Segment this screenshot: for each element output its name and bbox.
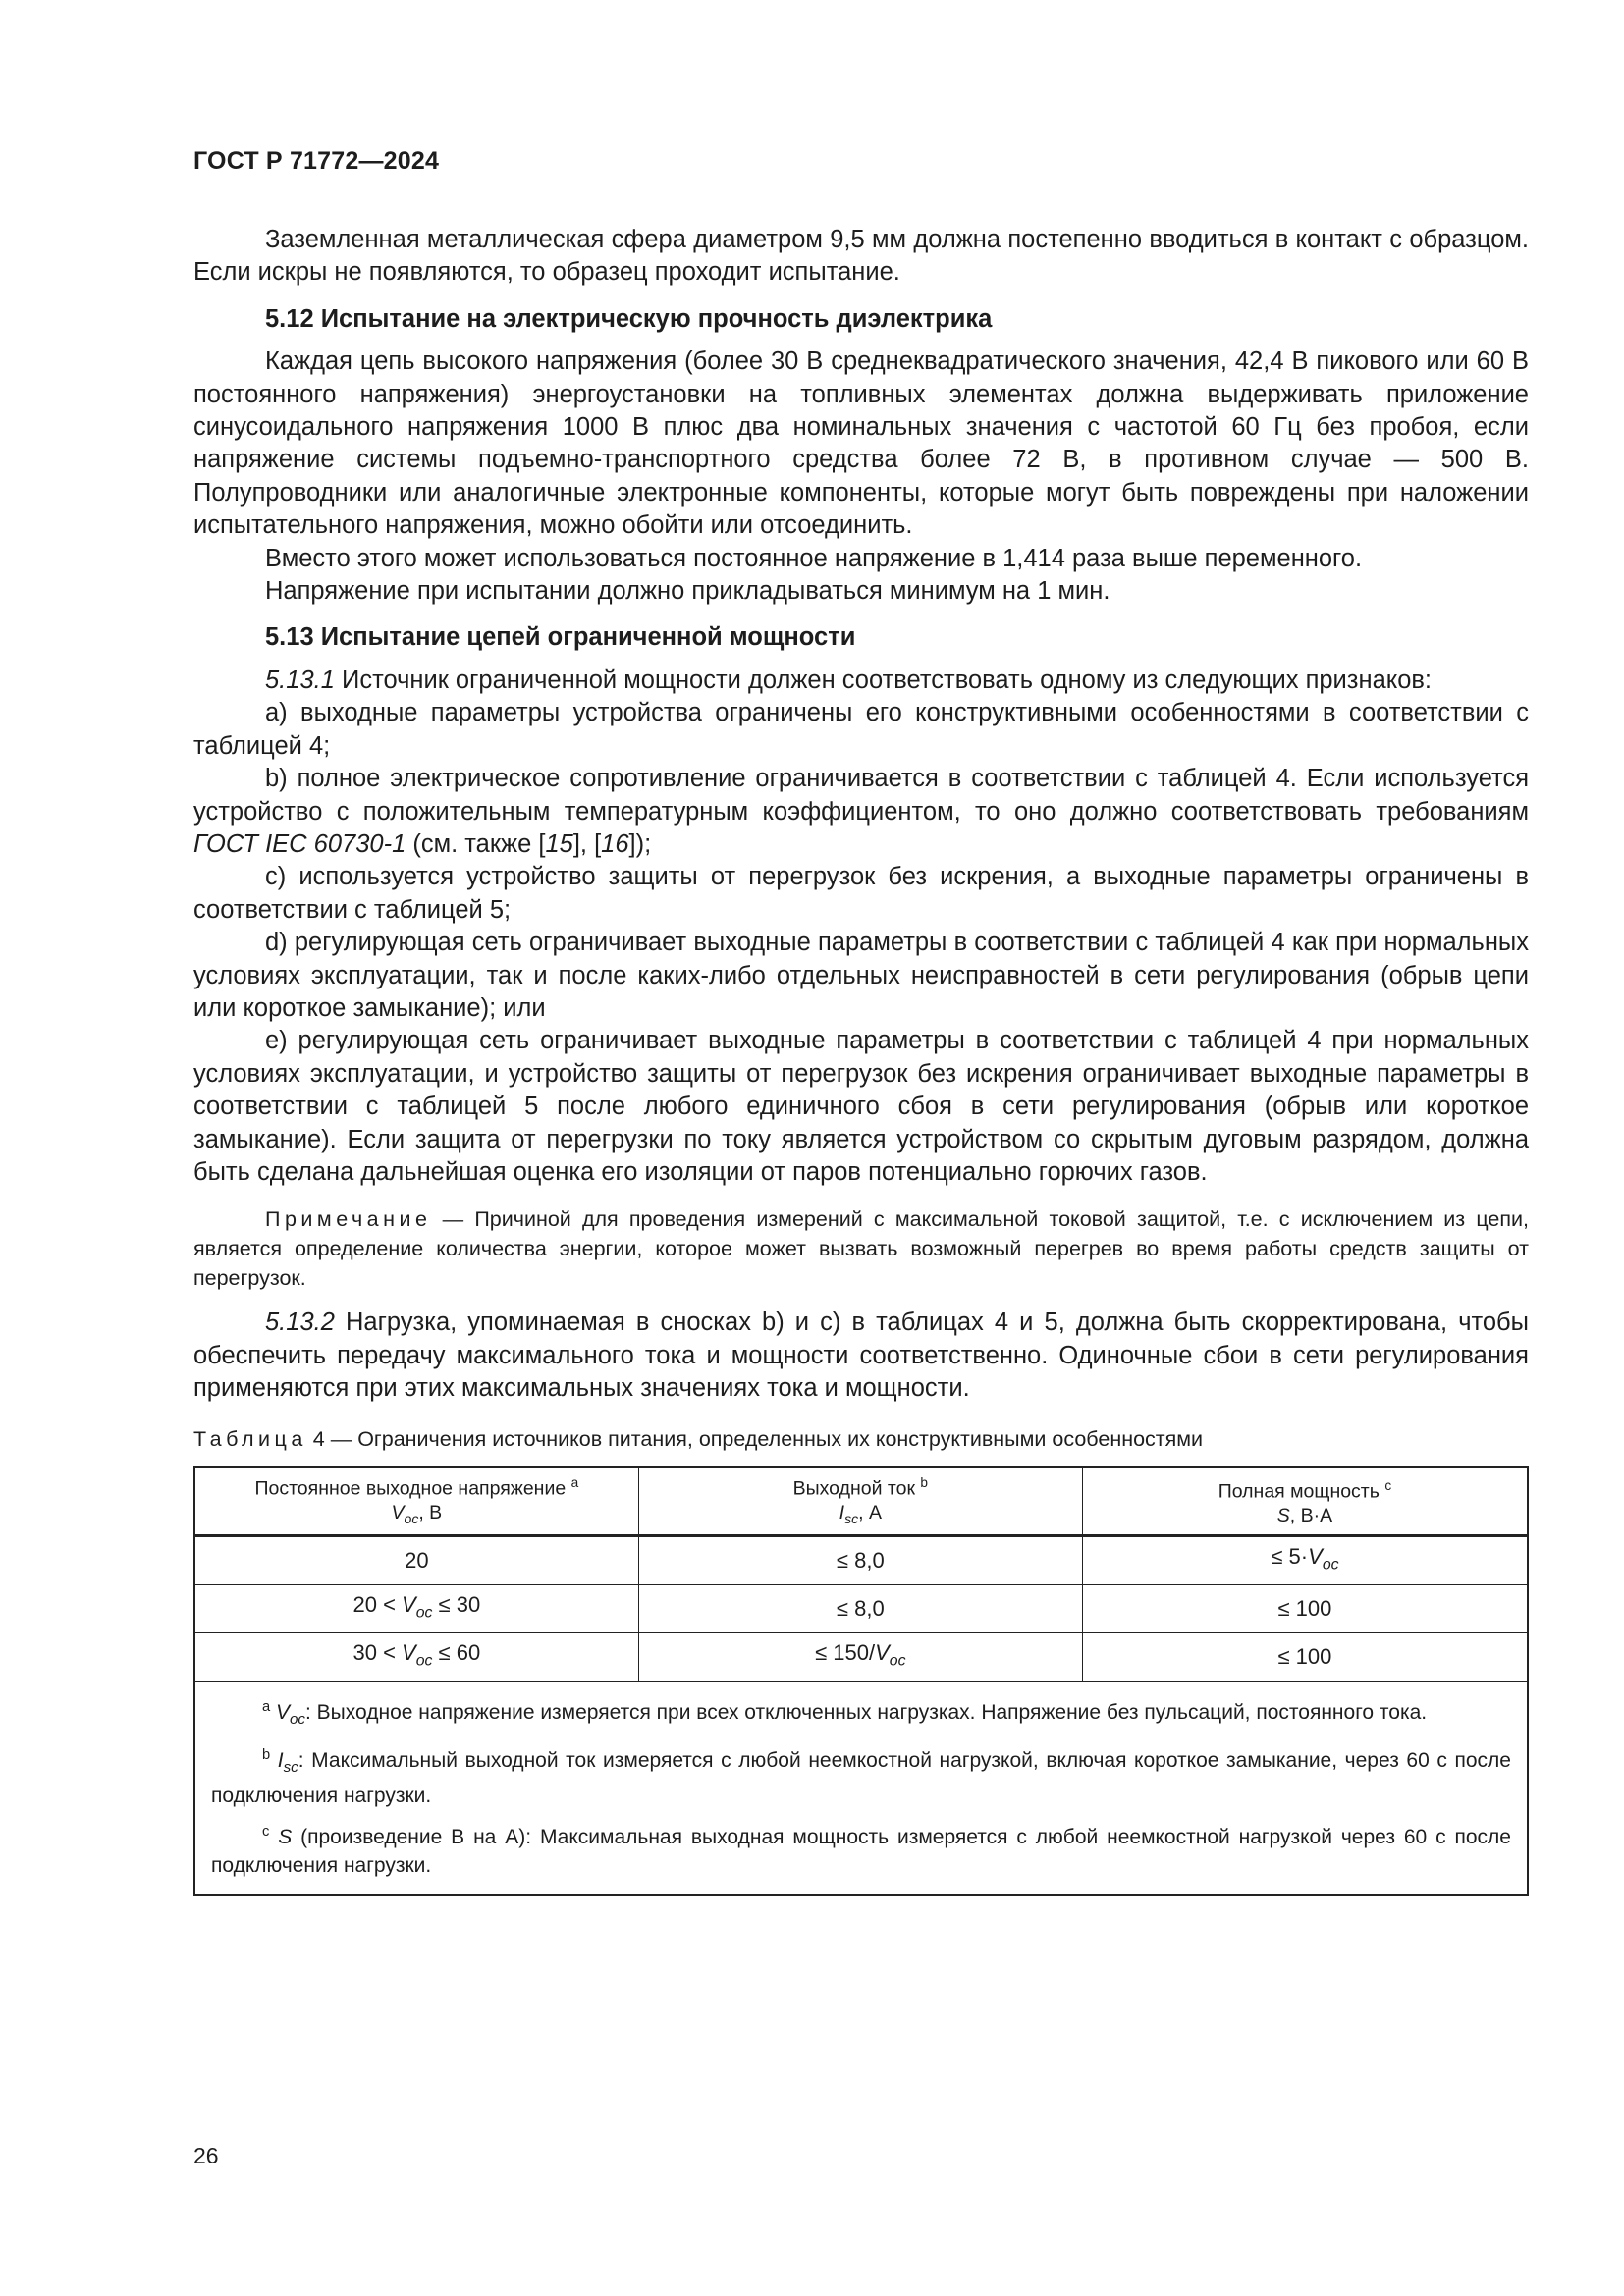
clause-number: 5.13.2 xyxy=(265,1308,335,1337)
header-voltage: Постоянное выходное напряжение $^a$ $V_{oc}$, В xyxy=(194,1467,638,1536)
note-text: — Причиной для проведения измерений с максимальной токовой защитой, т.е. с исключением из цепи, является определение количества энергии, которое может вызвать возможный перегрев во время работы средств защиты от перегрузок. xyxy=(193,1207,1529,1291)
table-cell: $20 < V_{oc} \le 30$ xyxy=(194,1585,638,1633)
footnote-a: $^a$ $V_{oc}$: Выходное напряжение измеряется при всех отключенных нагрузках. Напряжение без пульсаций, постоянного тока. xyxy=(262,1699,1428,1729)
table-cell: $30 < V_{oc} \le 60$ xyxy=(194,1633,638,1682)
document-header: ГОСТ Р 71772—2024 xyxy=(193,147,440,175)
table-row xyxy=(194,1585,1528,1633)
clause-5-13-1 xyxy=(193,665,1529,697)
note-label: Примечание xyxy=(265,1207,432,1232)
page-body xyxy=(193,224,1529,1896)
table-header-row xyxy=(194,1467,1528,1536)
clause-text: Источник ограниченной мощности должен соответствовать одному из следующих признаков: xyxy=(334,666,1433,694)
clause-number: 5.13.1 xyxy=(265,666,335,694)
section-5-12-paragraph-3: Напряжение при испытании должно прикладываться минимум на 1 мин. xyxy=(265,577,1110,606)
section-5-12-paragraph-2: Вместо этого может использоваться постоянное напряжение в 1,414 раза выше переменного. xyxy=(265,544,1363,572)
section-5-12-paragraph-1: Каждая цепь высокого напряжения (более 30 В среднеквадратического значения, 42,4 В пикового или 60 В постоянного напряжения) энергоустановки на топливных элементах должна выдерживать приложение синусоидального напряжения 1000 В плюс два номинальных значения с частотой 60 Гц без пробоя, если напряжение системы подъемно-транспортного средства более 72 В, в противном случае — 500 В. Полупроводники или аналогичные электронные компоненты, которые могут быть повреждены при наложении испытательного напряжения, можно обойти или отсоединить. xyxy=(193,347,1529,540)
item-b-text: b) полное электрическое сопротивление ограничивается в соответствии с таблицей 4. Если используется устройство с положительным температурным коэффициентом, то оно должно соответствовать требованиям xyxy=(193,765,1529,826)
list-item-d: d) регулирующая сеть ограничивает выходные параметры в соответствии с таблицей 4 как при нормальных условиях эксплуатации, так и после каких-либо отдельных неисправностей в сети регулирования (обрыв цепи или короткое замыкание); или xyxy=(193,929,1529,1022)
table-cell: ≤ $5\cdot V_{oc}$ xyxy=(1082,1536,1528,1585)
list-item-e: e) регулирующая сеть ограничивает выходные параметры в соответствии с таблицей 4 при нормальных условиях эксплуатации, и устройство защиты от перегрузок без искрения ограничивает выходные параметры в соответствии с таблицей 5 после любого единичного сбоя в сети регулирования (обрыв или короткое замыкание). Если защита от перегрузки по току является устройством со скрытым дуговым разрядом, должна быть сделана дальнейшая оценка его изоляции от паров потенциально горючих газов. xyxy=(193,1027,1529,1186)
clause-5-13-2 xyxy=(193,1307,1529,1405)
item-b-text: (см. также [ xyxy=(406,829,546,858)
clause-text: Нагрузка, упоминаемая в сносках b) и c) в таблицах 4 и 5, должна быть скорректирована, чтобы обеспечить передачу максимального тока и мощности соответственно. Одиночные сбои в сети регулирования применяются при этих максимальных значениях тока и мощности. xyxy=(193,1308,1529,1403)
list-item-c: c) используется устройство защиты от перегрузок без искрения, а выходные параметры ограничены в соответствии с таблицей 5; xyxy=(193,863,1529,924)
list-item-a: a) выходные параметры устройства ограничены его конструктивными особенностями в соответствии с таблицей 4; xyxy=(193,699,1529,760)
item-b-text: ], [ xyxy=(572,829,602,858)
intro-paragraph: Заземленная металлическая сфера диаметром 9,5 мм должна постепенно вводиться в контакт с образцом. Если искры не появляются, то образец проходит испытание. xyxy=(193,226,1529,287)
table-caption xyxy=(193,1423,1529,1456)
table-caption-label: Таблица xyxy=(193,1426,307,1451)
standard-reference: ГОСТ IEC 60730-1 xyxy=(193,829,406,858)
table-cell: ≤ $150/V_{oc}$ xyxy=(638,1633,1082,1682)
section-5-12-title: 5.12 Испытание на электрическую прочность диэлектрика xyxy=(265,304,993,333)
table-row xyxy=(194,1633,1528,1682)
table-cell: ≤ 8,0 xyxy=(638,1536,1082,1585)
section-5-13-title: 5.13 Испытание цепей ограниченной мощности xyxy=(265,623,856,652)
table-footnotes xyxy=(194,1682,1528,1896)
footnote-b: $^b$ $I_{sc}$: Максимальный выходной ток измеряется с любой неемкостной нагрузкой, включая короткое замыкание, через 60 с после подключения нагрузки. xyxy=(211,1747,1511,1808)
table-cell: ≤ 100 xyxy=(1082,1585,1528,1633)
footnote-c: $^c$ S (произведение В на А): Максимальная выходная мощность измеряется с любой неемкостной нагрузкой через 60 с после подключения нагрузки. xyxy=(211,1824,1511,1878)
table-cell: 20 xyxy=(194,1536,638,1585)
item-b-text: ]); xyxy=(628,829,652,858)
note xyxy=(193,1204,1529,1293)
table-cell: ≤ 8,0 xyxy=(638,1585,1082,1633)
table-cell: ≤ 100 xyxy=(1082,1633,1528,1682)
table-4 xyxy=(193,1466,1529,1896)
header-power: Полная мощность $^c$ S, В·А xyxy=(1082,1467,1528,1536)
table-caption-text: 4 — Ограничения источников питания, определенных их конструктивными особенностями xyxy=(306,1426,1204,1451)
table-row xyxy=(194,1536,1528,1585)
header-current: Выходной ток $^b$ $I_{sc}$, А xyxy=(638,1467,1082,1536)
bibliography-ref-15: 15 xyxy=(545,829,573,858)
table-footnotes-row xyxy=(194,1682,1528,1896)
bibliography-ref-16: 16 xyxy=(601,829,629,858)
page-number: 26 xyxy=(193,2143,219,2168)
list-item-b xyxy=(193,763,1529,861)
